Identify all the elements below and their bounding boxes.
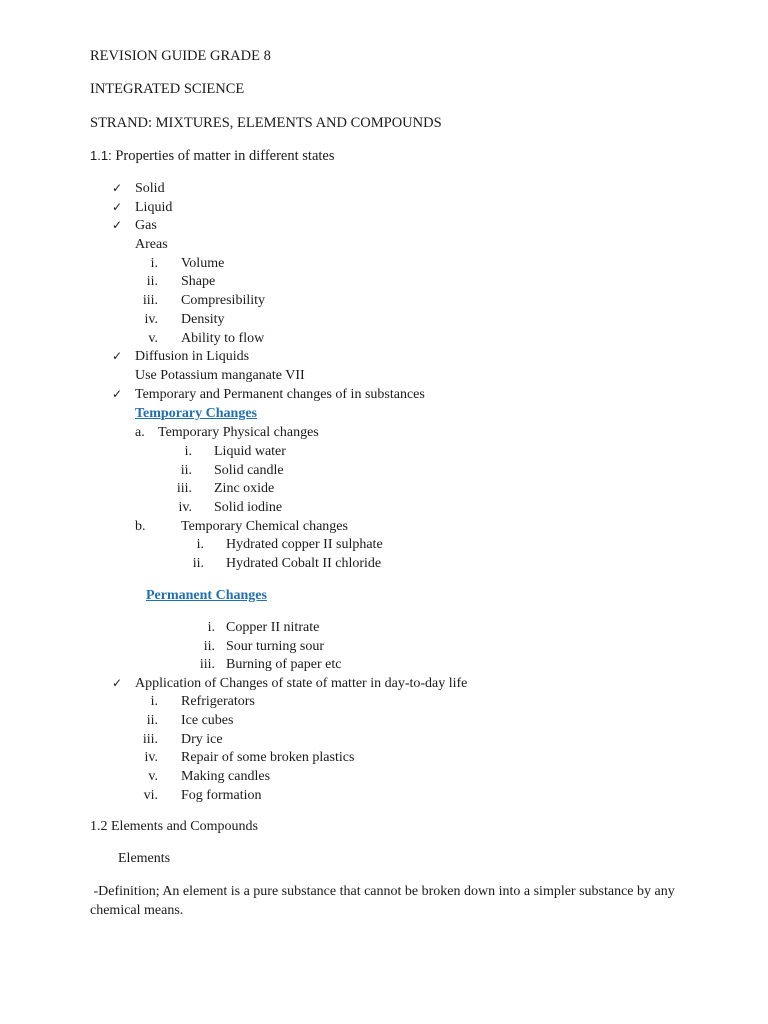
subject-heading: INTEGRATED SCIENCE (90, 81, 245, 97)
definition-text: -Definition; An element is a pure substance that cannot be broken down into a simpler substance by any (90, 884, 675, 899)
list-item: Making candles (181, 769, 271, 784)
list-number: i. (150, 694, 158, 709)
list-item: Diffusion in Liquids (135, 349, 250, 364)
list-item: Ice cubes (181, 713, 234, 728)
list-item: Burning of paper etc (226, 657, 342, 672)
list-item: Temporary Chemical changes (181, 519, 348, 534)
list-item: Temporary Physical changes (158, 425, 319, 440)
list-number: i. (150, 256, 158, 271)
list-number: ii. (146, 713, 158, 728)
elements-subheading: Elements (118, 851, 171, 866)
check-icon: ✓ (112, 349, 123, 363)
definition-text-continued: chemical means. (90, 903, 184, 918)
list-number: i. (207, 620, 215, 635)
list-item: Sour turning sour (226, 639, 324, 654)
document-title: REVISION GUIDE GRADE 8 (90, 48, 271, 64)
list-item: Dry ice (181, 732, 223, 747)
check-icon: ✓ (112, 387, 123, 401)
check-icon: ✓ (112, 200, 123, 214)
list-letter: a. (135, 425, 145, 440)
list-item: Application of Changes of state of matter in day-to-day life (135, 676, 468, 691)
list-item: Liquid water (214, 444, 286, 459)
section-1-2-heading: 1.2 Elements and Compounds (90, 819, 258, 834)
list-item: Solid candle (214, 463, 284, 478)
list-number: i. (196, 537, 204, 552)
list-number: iii. (176, 481, 192, 496)
list-number: v. (148, 769, 158, 784)
strand-heading: STRAND: MIXTURES, ELEMENTS AND COMPOUNDS (90, 115, 442, 131)
section-number: 1.1: (90, 148, 112, 163)
list-item: Compresibility (181, 293, 265, 308)
list-item: Temporary and Permanent changes of in substances (135, 387, 425, 402)
list-item: Liquid (135, 200, 173, 215)
list-item: Volume (181, 256, 225, 271)
list-letter: b. (135, 519, 146, 534)
list-number: ii. (203, 639, 215, 654)
check-icon: ✓ (112, 676, 123, 690)
check-icon: ✓ (112, 218, 123, 232)
list-item: Refrigerators (181, 694, 255, 709)
list-number: vi. (143, 788, 158, 803)
list-item: Ability to flow (181, 331, 265, 346)
list-number: ii. (192, 556, 204, 571)
list-item: Repair of some broken plastics (181, 750, 355, 765)
list-number: iii. (199, 657, 215, 672)
list-number: iv. (144, 750, 158, 765)
list-item: Zinc oxide (214, 481, 275, 496)
list-item: Solid (135, 181, 165, 196)
check-icon: ✓ (112, 181, 123, 195)
list-number: iv. (178, 500, 192, 515)
list-number: i. (184, 444, 192, 459)
list-item: Copper II nitrate (226, 620, 320, 635)
temporary-changes-heading: Temporary Changes (135, 406, 257, 421)
list-item: Gas (135, 218, 157, 233)
permanent-changes-heading: Permanent Changes (146, 588, 267, 603)
section-title: Properties of matter in different states (115, 148, 335, 164)
list-number: ii. (146, 274, 158, 289)
list-item: Hydrated Cobalt II chloride (226, 556, 382, 571)
list-item: Density (181, 312, 225, 327)
list-item: Hydrated copper II sulphate (226, 537, 383, 552)
list-number: ii. (180, 463, 192, 478)
list-number: iii. (142, 732, 158, 747)
list-item: Solid iodine (214, 500, 283, 515)
list-number: iii. (142, 293, 158, 308)
list-number: iv. (144, 312, 158, 327)
list-item: Fog formation (181, 788, 262, 803)
note: Use Potassium manganate VII (135, 368, 305, 383)
list-number: v. (148, 331, 158, 346)
list-item: Shape (181, 274, 216, 289)
section-1-1-heading (90, 147, 335, 165)
areas-label: Areas (135, 237, 168, 252)
